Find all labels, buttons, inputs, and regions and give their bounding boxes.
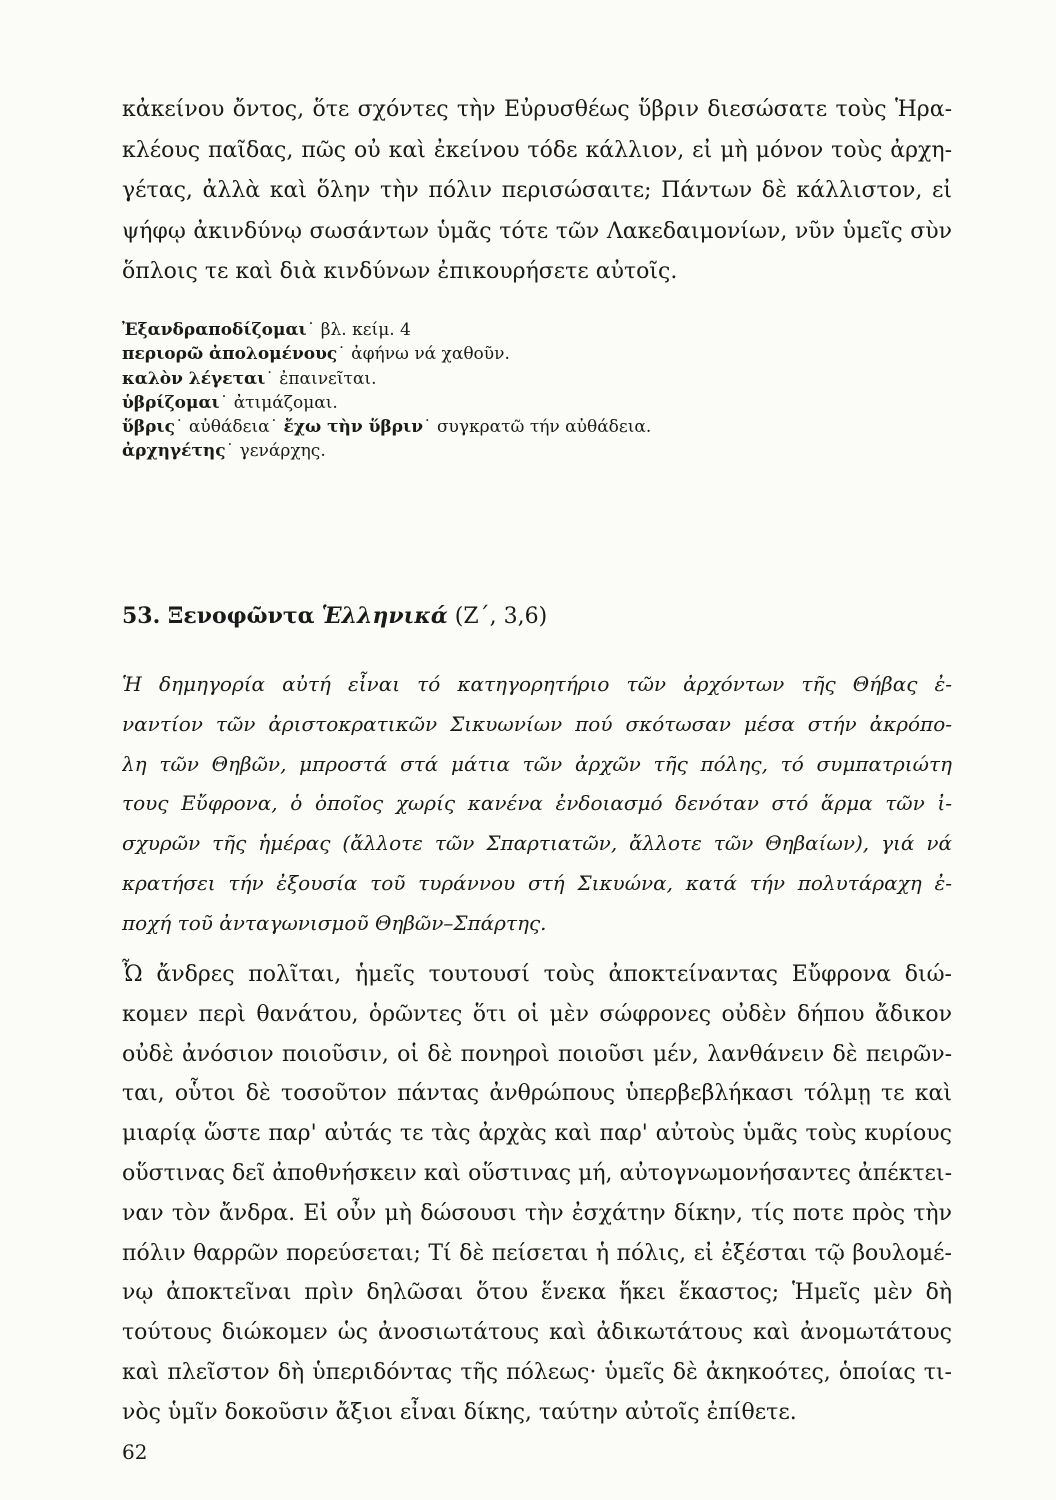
glossary-entry: [122, 342, 952, 366]
summary-line: Ἡ δημηγορία αὐτή εἶναι τό κατηγορητήριο τῶν ἀρχόντων τῆς Θήβας ἐ-: [122, 672, 952, 696]
speech-line: μιαρίᾳ ὥστε παρ' αὐτάς τε τὰς ἀρχὰς καὶ παρ' αὐτοὺς ὑμᾶς τοὺς κυρίους: [122, 1121, 952, 1147]
glossary-entry: [122, 415, 952, 439]
speech-line: οὕστινας δεῖ ἀποθνήσκειν καὶ οὕστινας μή, αὐτογνωμονήσαντες ἀπέκτει-: [122, 1160, 952, 1186]
intro-paragraph: [122, 90, 952, 293]
glossary-entry: [122, 318, 952, 342]
glossary-separator: ˙: [423, 417, 437, 438]
glossary-definition: αὐθάδεια: [188, 417, 270, 438]
glossary-term: Ἐξανδραποδίζομαι: [122, 320, 307, 340]
intro-line: ὅπλοις τε καὶ διὰ κινδύνων ἐπικουρήσετε αὐτοῖς.: [122, 259, 678, 284]
glossary-term: ἔχω τὴν ὕβριν: [283, 417, 424, 438]
glossary-definition: βλ. κείμ. 4: [320, 320, 411, 340]
glossary-separator: ˙: [225, 441, 240, 462]
glossary-definition: συγκρατῶ τήν αὐθάδεια.: [436, 417, 652, 438]
intro-line: γέτας, ἀλλὰ καὶ ὅλην τὴν πόλιν περισώσαιτε; Πάντων δὲ κάλλιστον, εἰ: [122, 178, 952, 203]
speech-line: πόλιν θαρρῶν πορεύσεται; Τί δὲ πείσεται ἡ πόλις, εἰ ἐξέσται τῷ βουλομέ-: [122, 1240, 952, 1266]
glossary-definition: γενάρχης.: [239, 441, 326, 462]
glossary-entry: [122, 439, 952, 463]
summary-paragraph: [122, 665, 952, 944]
speech-line: κομεν περὶ θανάτου, ὁρῶντες ὅτι οἱ μὲν σώφρονες οὐδὲν δήπου ἄδικον: [122, 1001, 952, 1027]
speech-line: Ὦ ἄνδρες πολῖται, ἡμεῖς τουτουσί τοὺς ἀποκτείναντας Εὔφρονα διώ-: [122, 962, 952, 987]
glossary-term: ἀρχηγέτης: [122, 441, 226, 462]
speech-line: ναν τὸν ἄνδρα. Εἰ οὖν μὴ δώσουσι τὴν ἐσχάτην δίκην, τίς ποτε πρὸς τὴν: [122, 1200, 952, 1226]
glossary: [122, 318, 952, 464]
glossary-separator: ˙: [269, 417, 284, 438]
speech-line: τούτους διώκομεν ὡς ἀνοσιωτάτους καὶ ἀδικωτάτους καὶ ἀνομωτάτους: [122, 1320, 952, 1346]
section-heading: [122, 596, 952, 637]
page-number: 62: [122, 1440, 148, 1464]
summary-line: σχυρῶν τῆς ἡμέρας (ἄλλοτε τῶν Σπαρτιατῶν, ἄλλοτε τῶν Θηβαίων), γιά νά: [122, 831, 952, 856]
intro-line: κἀκείνου ὄντος, ὅτε σχόντες τὴν Εὐρυσθέως ὕβριν διεσώσατε τοὺς Ἡρα-: [122, 97, 952, 122]
glossary-separator: ˙: [337, 344, 352, 365]
speech-line: νῳ ἀποκτεῖναι πρὶν δηλῶσαι ὅτου ἕνεκα ἥκει ἕκαστος; Ἡμεῖς μὲν δὴ: [122, 1280, 952, 1306]
speech-line: νὸς ὑμῖν δοκοῦσιν ἄξιοι εἶναι δίκης, ταύτην αὐτοῖς ἐπίθετε.: [122, 1399, 797, 1425]
section-reference: (Ζ΄, 3,6): [454, 604, 548, 629]
summary-line: κρατήσει τήν ἐξουσία τοῦ τυράννου στή Σικυώνα, κατά τήν πολυτάραχη ἐ-: [122, 870, 952, 895]
section-number-author: 53. Ξενοφῶντα: [122, 603, 315, 629]
glossary-term: ὑβρίζομαι: [122, 392, 220, 413]
glossary-term: καλὸν λέγεται: [122, 368, 266, 389]
speech-line: καὶ πλεῖστον δὴ ὑπεριδόντας τῆς πόλεως· ὑμεῖς δὲ ἀκηκοότες, ὁποίας τι-: [122, 1359, 952, 1385]
glossary-entry: [122, 391, 952, 415]
glossary-separator: ˙: [265, 368, 280, 389]
glossary-definition: ἀτιμάζομαι.: [233, 392, 338, 413]
speech-paragraph: [122, 955, 952, 1433]
speech-line: οὐδὲ ἀνόσιον ποιοῦσιν, οἱ δὲ πονηροὶ ποιοῦσι μέν, λανθάνειν δὲ πειρῶν-: [122, 1041, 952, 1067]
glossary-definition: ἀφήνω νά χαθοῦν.: [351, 344, 510, 365]
glossary-separator: ˙: [219, 392, 234, 413]
summary-line: λη τῶν Θηβῶν, μπροστά στά μάτια τῶν ἀρχῶν τῆς πόλης, τό συμπατριώτη: [122, 751, 952, 776]
glossary-separator: ˙: [174, 417, 189, 438]
intro-line: ψήφῳ ἀκινδύνῳ σωσάντων ὑμᾶς τότε τῶν Λακεδαιμονίων, νῦν ὑμεῖς σὺν: [122, 218, 952, 244]
summary-line: ναντίον τῶν ἀριστοκρατικῶν Σικυωνίων πού σκότωσαν μέσα στήν ἀκρόπο-: [122, 711, 952, 736]
section-work-title: Ἑλληνικά: [321, 603, 448, 629]
intro-line: κλέους παῖδας, πῶς οὐ καὶ ἐκείνου τόδε κάλλιον, εἰ μὴ μόνον τοὺς ἀρχη-: [122, 137, 952, 163]
summary-line: τους Εὔφρονα, ὁ ὁποῖος χωρίς κανένα ἐνδοιασμό δενόταν στό ἅρμα τῶν ἰ-: [122, 791, 952, 816]
glossary-separator: ˙: [306, 320, 321, 340]
speech-line: ται, οὗτοι δὲ τοσοῦτον πάντας ἀνθρώπους ὑπερβεβλήκασι τόλμῃ τε καὶ: [122, 1081, 952, 1107]
summary-line: ποχή τοῦ ἀνταγωνισμοῦ Θηβῶν–Σπάρτης.: [122, 910, 547, 935]
glossary-term: περιορῶ ἀπολομένους: [122, 344, 338, 365]
glossary-definition: ἐπαινεῖται.: [279, 368, 377, 389]
glossary-entry: [122, 367, 952, 391]
glossary-term: ὕβρις: [122, 417, 175, 438]
